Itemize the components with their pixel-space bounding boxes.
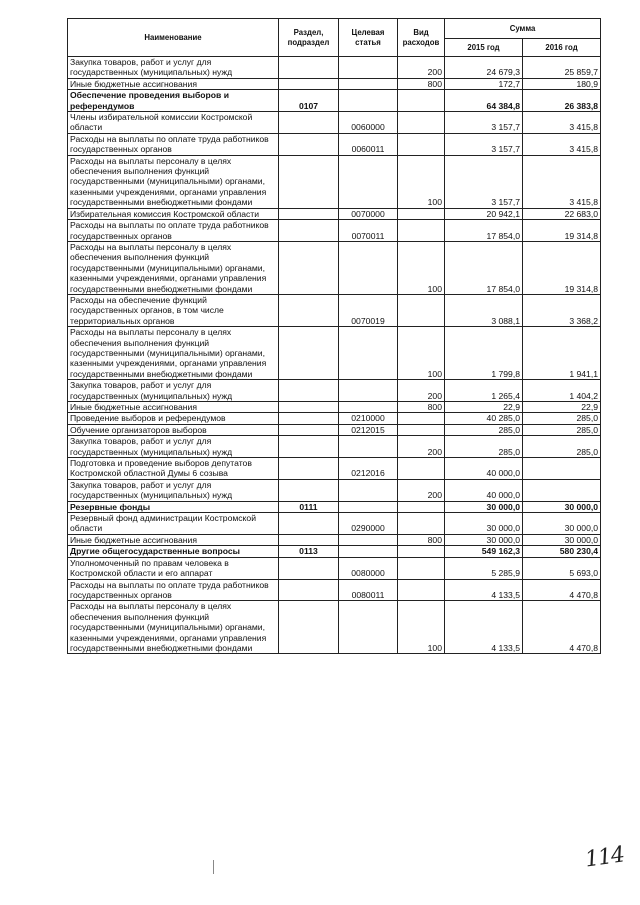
cell-name: Члены избирательной комиссии Костромской области — [68, 112, 279, 134]
cell-csr: 0290000 — [339, 513, 398, 535]
cell-2016: 26 383,8 — [523, 90, 601, 112]
table-row — [68, 133, 601, 155]
header-section: Раздел, подраздел — [279, 19, 339, 57]
table-row — [68, 534, 601, 545]
cell-2015: 549 162,3 — [445, 546, 523, 557]
cell-csr: 0080011 — [339, 579, 398, 601]
header-year-2015: 2015 год — [445, 39, 523, 57]
cell-vr: 800 — [398, 78, 445, 89]
cell-vr: 100 — [398, 241, 445, 294]
cell-2015: 24 679,3 — [445, 57, 523, 79]
cell-vr: 100 — [398, 155, 445, 208]
cell-name: Иные бюджетные ассигнования — [68, 534, 279, 545]
cell-section — [279, 513, 339, 535]
cell-name: Расходы на выплаты по оплате труда работников государственных органов — [68, 579, 279, 601]
cell-2015: 3 157,7 — [445, 155, 523, 208]
cell-name: Иные бюджетные ассигнования — [68, 78, 279, 89]
cell-section — [279, 601, 339, 654]
cell-csr — [339, 327, 398, 380]
cell-name: Закупка товаров, работ и услуг для государственных (муниципальных) нужд — [68, 57, 279, 79]
cell-vr — [398, 90, 445, 112]
cell-2016: 19 314,8 — [523, 241, 601, 294]
table-row — [68, 220, 601, 242]
cell-section — [279, 133, 339, 155]
cell-2016: 3 415,8 — [523, 112, 601, 134]
cell-2015: 64 384,8 — [445, 90, 523, 112]
cell-csr: 0060000 — [339, 112, 398, 134]
cell-2015: 285,0 — [445, 424, 523, 435]
page-number: 114 — [583, 842, 626, 873]
cell-name: Расходы на выплаты персоналу в целях обеспечения выполнения функций государственными (муниципальными) органами, казенными учреждениями, органами управления государственными внебюджетными фондами — [68, 327, 279, 380]
cell-vr: 800 — [398, 402, 445, 413]
budget-table — [67, 18, 601, 654]
cell-2016: 25 859,7 — [523, 57, 601, 79]
cell-csr — [339, 241, 398, 294]
cell-2015: 17 854,0 — [445, 241, 523, 294]
cell-2015: 5 285,9 — [445, 557, 523, 579]
cell-2015: 30 000,0 — [445, 501, 523, 512]
cell-2016: 3 368,2 — [523, 294, 601, 326]
cell-2015: 40 000,0 — [445, 479, 523, 501]
cell-section — [279, 327, 339, 380]
cell-csr — [339, 534, 398, 545]
cell-2016: 30 000,0 — [523, 501, 601, 512]
header-sum: Сумма — [445, 19, 601, 39]
cell-csr — [339, 380, 398, 402]
cell-2016: 22 683,0 — [523, 208, 601, 219]
cell-2015: 1 799,8 — [445, 327, 523, 380]
cell-vr: 800 — [398, 534, 445, 545]
table-body — [68, 57, 601, 654]
cell-name: Подготовка и проведение выборов депутатов Костромской областной Думы 6 созыва — [68, 458, 279, 480]
cell-vr: 100 — [398, 327, 445, 380]
cell-vr — [398, 513, 445, 535]
table-row — [68, 436, 601, 458]
cell-section — [279, 579, 339, 601]
table-row — [68, 501, 601, 512]
cell-2016: 285,0 — [523, 436, 601, 458]
cell-2015: 3 157,7 — [445, 133, 523, 155]
cell-name: Проведение выборов и референдумов — [68, 413, 279, 424]
cell-section — [279, 78, 339, 89]
cell-section — [279, 413, 339, 424]
cell-2016: 30 000,0 — [523, 513, 601, 535]
cell-name: Закупка товаров, работ и услуг для государственных (муниципальных) нужд — [68, 479, 279, 501]
cell-section — [279, 208, 339, 219]
cell-2016: 22,9 — [523, 402, 601, 413]
cell-csr: 0060011 — [339, 133, 398, 155]
cell-2015: 4 133,5 — [445, 601, 523, 654]
cell-csr — [339, 436, 398, 458]
cell-csr: 0080000 — [339, 557, 398, 579]
cell-2016: 1 404,2 — [523, 380, 601, 402]
cell-2016: 3 415,8 — [523, 155, 601, 208]
cell-csr — [339, 78, 398, 89]
cell-vr — [398, 133, 445, 155]
cell-csr: 0070019 — [339, 294, 398, 326]
cell-2015: 1 265,4 — [445, 380, 523, 402]
cell-section: 0113 — [279, 546, 339, 557]
table-row — [68, 557, 601, 579]
cell-vr: 200 — [398, 380, 445, 402]
cell-name: Обучение организаторов выборов — [68, 424, 279, 435]
cell-csr — [339, 90, 398, 112]
cell-2015: 22,9 — [445, 402, 523, 413]
table-row — [68, 90, 601, 112]
cell-name: Расходы на выплаты персоналу в целях обеспечения выполнения функций государственными (муниципальными) органами, казенными учреждениями, органами управления государственными внебюджетными фондами — [68, 241, 279, 294]
cell-section — [279, 436, 339, 458]
header-name: Наименование — [68, 19, 279, 57]
cell-2016: 285,0 — [523, 424, 601, 435]
table-row — [68, 413, 601, 424]
cell-name: Расходы на выплаты персоналу в целях обеспечения выполнения функций государственными (муниципальными) органами, казенными учреждениями, органами управления государственными внебюджетными фондами — [68, 155, 279, 208]
table-row — [68, 424, 601, 435]
cell-section — [279, 220, 339, 242]
cell-name: Резервный фонд администрации Костромской области — [68, 513, 279, 535]
cell-vr — [398, 208, 445, 219]
cell-2016: 1 941,1 — [523, 327, 601, 380]
cell-name: Избирательная комиссия Костромской области — [68, 208, 279, 219]
cell-2015: 285,0 — [445, 436, 523, 458]
table-row — [68, 402, 601, 413]
cell-2015: 40 285,0 — [445, 413, 523, 424]
cell-csr — [339, 501, 398, 512]
table-row — [68, 479, 601, 501]
cell-section: 0111 — [279, 501, 339, 512]
cell-2016: 180,9 — [523, 78, 601, 89]
cell-2016: 4 470,8 — [523, 601, 601, 654]
table-row — [68, 57, 601, 79]
table-row — [68, 78, 601, 89]
cell-name: Закупка товаров, работ и услуг для государственных (муниципальных) нужд — [68, 380, 279, 402]
cell-vr — [398, 424, 445, 435]
cell-name: Расходы на выплаты по оплате труда работников государственных органов — [68, 133, 279, 155]
cell-vr — [398, 112, 445, 134]
table-row — [68, 155, 601, 208]
table-row — [68, 579, 601, 601]
table-row — [68, 112, 601, 134]
cell-2016 — [523, 458, 601, 480]
cell-section — [279, 241, 339, 294]
cell-csr: 0210000 — [339, 413, 398, 424]
cell-vr — [398, 546, 445, 557]
table-row — [68, 208, 601, 219]
cell-vr — [398, 220, 445, 242]
cell-name: Расходы на обеспечение функций государственных органов, в том числе территориальных органов — [68, 294, 279, 326]
cell-section: 0107 — [279, 90, 339, 112]
cell-csr: 0212016 — [339, 458, 398, 480]
table-row — [68, 380, 601, 402]
cell-vr: 200 — [398, 436, 445, 458]
cell-name: Резервные фонды — [68, 501, 279, 512]
cell-section — [279, 380, 339, 402]
cell-2016: 285,0 — [523, 413, 601, 424]
cell-2016: 4 470,8 — [523, 579, 601, 601]
cell-2016: 3 415,8 — [523, 133, 601, 155]
cell-2015: 3 088,1 — [445, 294, 523, 326]
cell-name: Другие общегосударственные вопросы — [68, 546, 279, 557]
cell-section — [279, 458, 339, 480]
cell-2015: 30 000,0 — [445, 534, 523, 545]
cell-section — [279, 534, 339, 545]
cell-2016 — [523, 479, 601, 501]
cell-name: Уполномоченный по правам человека в Костромской области и его аппарат — [68, 557, 279, 579]
cell-csr — [339, 57, 398, 79]
cell-2015: 20 942,1 — [445, 208, 523, 219]
cell-csr — [339, 402, 398, 413]
cell-section — [279, 155, 339, 208]
cell-vr — [398, 557, 445, 579]
cell-vr: 200 — [398, 479, 445, 501]
cell-csr — [339, 546, 398, 557]
scan-mark — [213, 860, 214, 874]
cell-vr — [398, 294, 445, 326]
table-row — [68, 458, 601, 480]
cell-csr — [339, 479, 398, 501]
cell-vr — [398, 501, 445, 512]
cell-name: Расходы на выплаты персоналу в целях обеспечения выполнения функций государственными (муниципальными) органами, казенными учреждениями, органами управления государственными внебюджетными фондами — [68, 601, 279, 654]
cell-csr: 0070011 — [339, 220, 398, 242]
cell-name: Обеспечение проведения выборов и референдумов — [68, 90, 279, 112]
cell-section — [279, 294, 339, 326]
table-row — [68, 294, 601, 326]
cell-2015: 172,7 — [445, 78, 523, 89]
cell-vr: 100 — [398, 601, 445, 654]
cell-section — [279, 424, 339, 435]
cell-2015: 30 000,0 — [445, 513, 523, 535]
cell-2016: 5 693,0 — [523, 557, 601, 579]
cell-section — [279, 57, 339, 79]
cell-2016: 30 000,0 — [523, 534, 601, 545]
header-csr: Целевая статья — [339, 19, 398, 57]
table-row — [68, 241, 601, 294]
header-vr: Вид расходов — [398, 19, 445, 57]
cell-vr — [398, 458, 445, 480]
cell-section — [279, 557, 339, 579]
cell-csr — [339, 601, 398, 654]
cell-name: Закупка товаров, работ и услуг для государственных (муниципальных) нужд — [68, 436, 279, 458]
table-row — [68, 546, 601, 557]
table-row — [68, 513, 601, 535]
cell-vr — [398, 413, 445, 424]
cell-section — [279, 479, 339, 501]
cell-vr — [398, 579, 445, 601]
cell-2015: 40 000,0 — [445, 458, 523, 480]
header-year-2016: 2016 год — [523, 39, 601, 57]
cell-2015: 17 854,0 — [445, 220, 523, 242]
cell-2015: 3 157,7 — [445, 112, 523, 134]
cell-2016: 19 314,8 — [523, 220, 601, 242]
cell-2016: 580 230,4 — [523, 546, 601, 557]
cell-name: Расходы на выплаты по оплате труда работников государственных органов — [68, 220, 279, 242]
cell-name: Иные бюджетные ассигнования — [68, 402, 279, 413]
table-row — [68, 327, 601, 380]
cell-csr — [339, 155, 398, 208]
cell-section — [279, 402, 339, 413]
cell-vr: 200 — [398, 57, 445, 79]
cell-csr: 0070000 — [339, 208, 398, 219]
table-row — [68, 601, 601, 654]
cell-csr: 0212015 — [339, 424, 398, 435]
cell-2015: 4 133,5 — [445, 579, 523, 601]
cell-section — [279, 112, 339, 134]
